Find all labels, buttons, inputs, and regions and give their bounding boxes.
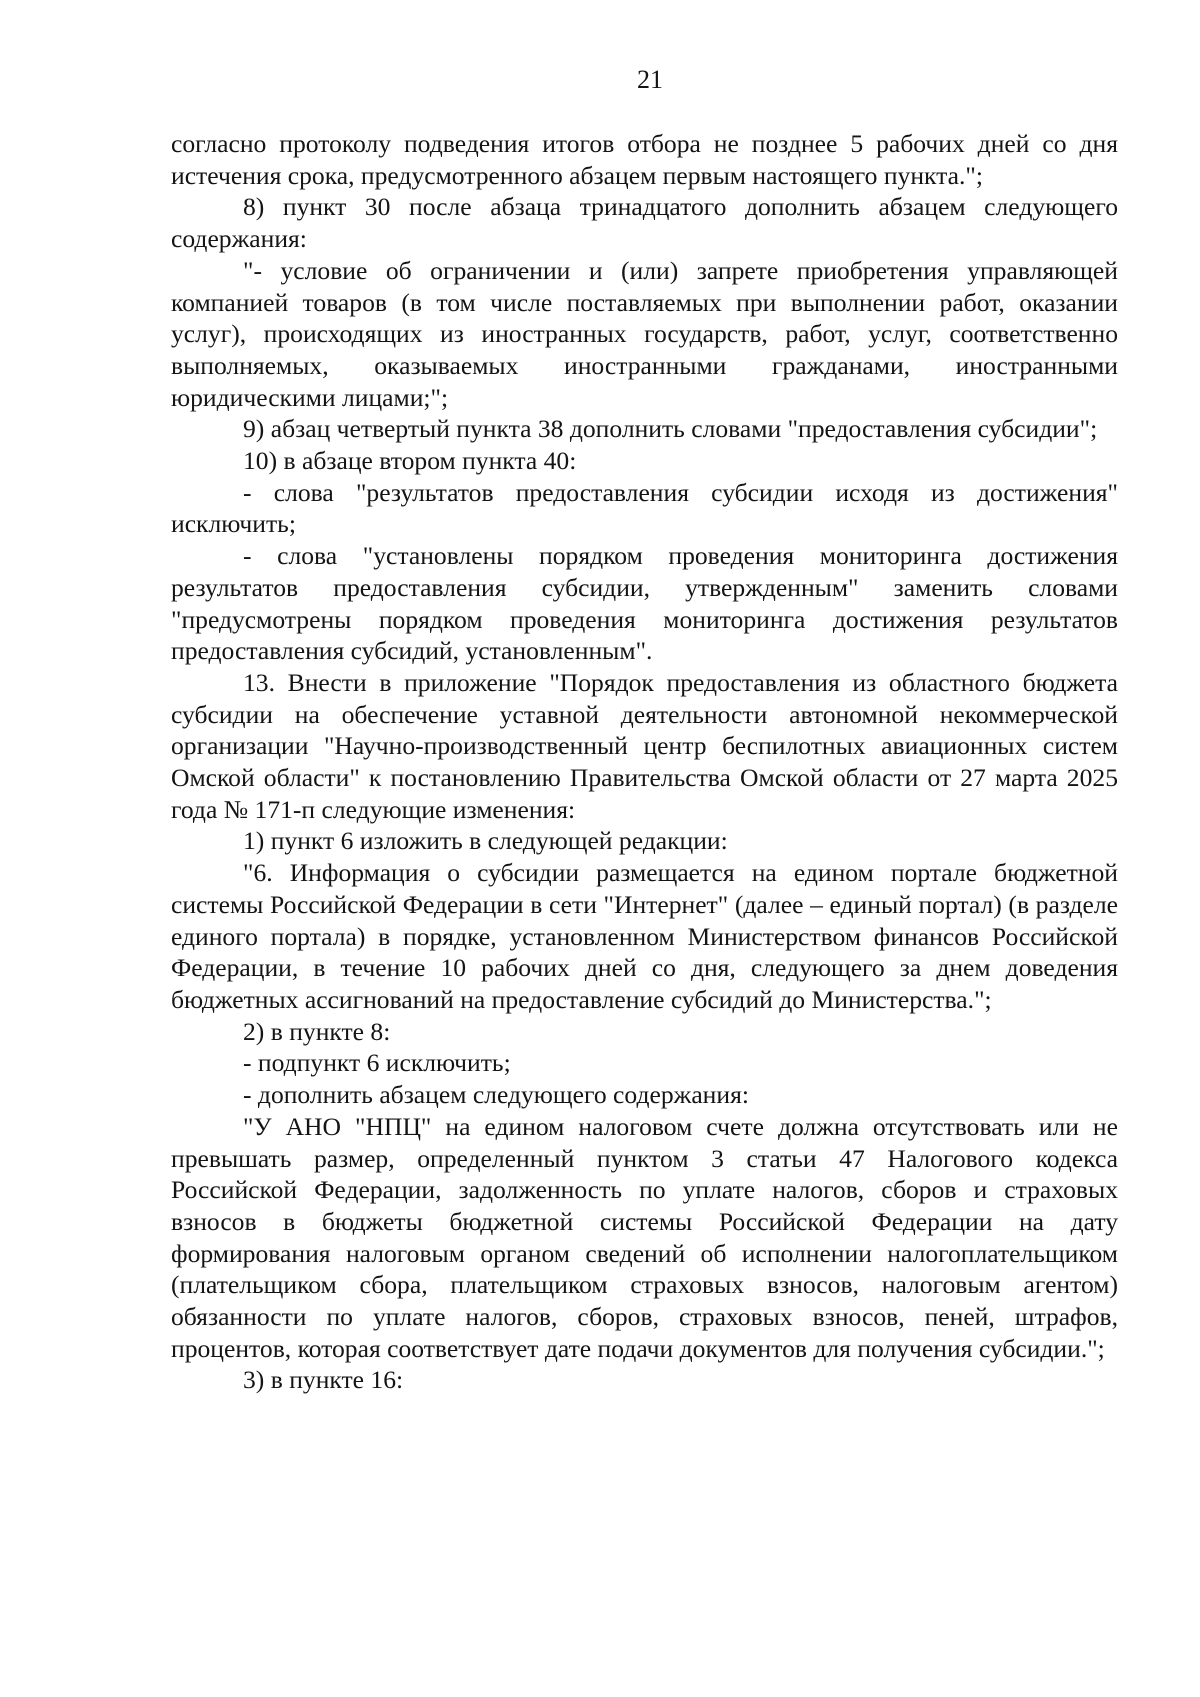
paragraph: - слова "результатов предоставления субсидии исходя из достижения" исключить; <box>171 477 1118 539</box>
paragraph: 9) абзац четвертый пункта 38 дополнить словами "предоставления субсидии"; <box>243 414 1098 444</box>
paragraph: 1) пункт 6 изложить в следующей редакции: <box>243 826 728 856</box>
paragraph: 2) в пункте 8: <box>243 1016 391 1046</box>
paragraph: 3) в пункте 16: <box>243 1365 404 1395</box>
paragraph: - слова "установлены порядком проведения мониторинга достижения результатов предоставления субсидии, утвержденным" заменить словами "предусмотрены порядком проведения мониторинга достижения результатов предоставления субсидий, установленным". <box>171 541 1118 666</box>
paragraph: "У АНО "НПЦ" на едином налоговом счете должна отсутствовать или не превышать размер, определенный пунктом 3 статьи 47 Налогового кодекса Российской Федерации, задолженность по уплате налогов, сборов и страховых взносов в бюджеты бюджетной системы Российской Федерации на дату формирования налоговым органом сведений об исполнении налогоплательщиком (плательщиком сбора, плательщиком страховых взносов, налоговым агентом) обязанности по уплате налогов, сборов, страховых взносов, пеней, штрафов, процентов, которая соответствует дате подачи документов для получения субсидии."; <box>171 1111 1118 1363</box>
paragraph: "6. Информация о субсидии размещается на едином портале бюджетной системы Российской Федерации в сети "Интернет" (далее – единый портал) (в разделе единого портала) в порядке, установленном Министерством финансов Российской Федерации, в течение 10 рабочих дней со дня, следующего за днем доведения бюджетных ассигнований на предоставление субсидий до Министерства."; <box>171 858 1118 1014</box>
paragraph: "- условие об ограничении и (или) запрете приобретения управляющей компанией товаров (в том числе поставляемых при выполнении работ, оказании услуг), происходящих из иностранных государств, работ, услуг, соответственно выполняемых, оказываемых иностранными гражданами, иностранными юридическими лицами;"; <box>171 255 1118 412</box>
paragraph: 10) в абзаце втором пункта 40: <box>243 446 577 476</box>
paragraph: - дополнить абзацем следующего содержания: <box>243 1080 749 1110</box>
document-body <box>171 128 1118 1396</box>
page-number: 21 <box>637 65 663 94</box>
paragraph: - подпункт 6 исключить; <box>243 1048 511 1078</box>
paragraph: согласно протоколу подведения итогов отбора не позднее 5 рабочих дней со дня истечения срока, предусмотренного абзацем первым настоящего пункта."; <box>171 129 1118 190</box>
paragraph: 8) пункт 30 после абзаца тринадцатого дополнить абзацем следующего содержания: <box>171 192 1118 254</box>
paragraph: 13. Внести в приложение "Порядок предоставления из областного бюджета субсидии на обеспечение уставной деятельности автономной некоммерческой организации "Научно-производственный центр беспилотных авиационных систем Омской области" к постановлению Правительства Омской области от 27 марта 2025 года № 171-п следующие изменения: <box>171 667 1118 824</box>
